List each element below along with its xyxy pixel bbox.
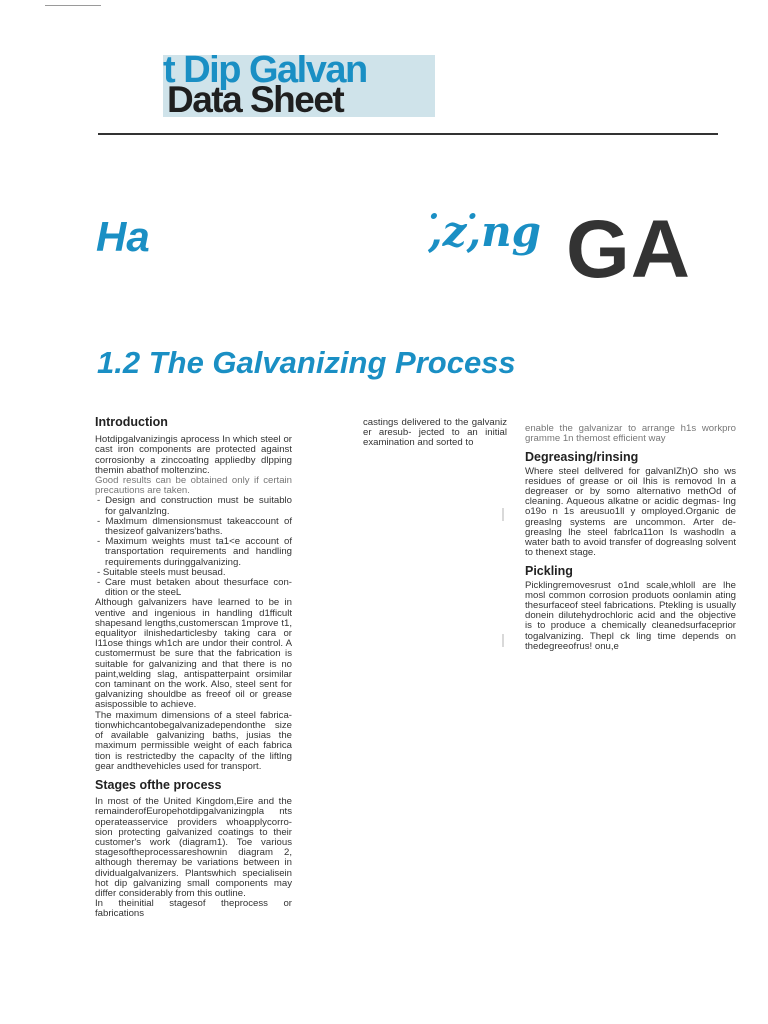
column-middle [363, 418, 507, 449]
header-rule [98, 133, 718, 135]
intro-paragraph-4: The maximum dimensions of a steel fabrica- tionwhichcantobegalvanizadependonthe size of available galvanizing baths, jusias the maximum permissible weight of each fabrica tion is restrictedby the capacIty of the liftlng gear andthevehicles used for transport. [95, 709, 292, 772]
degreasing-heading: Degreasing/rinsing [525, 450, 639, 465]
stages-paragraph-1: In most of the United Kingdom,Eire and the remainderofEuropehotdipgalvanizingpla nts operateasservice providers whoapplycorro- sion protecting galvanized coatings to their customer's work (diagram1). Toe various stagesoftheprocessareshownin diagram 2, although theremay be variations between in dividualgalvanizers. Plantswhich specialisein hot dip galvanizing small components may differ considerably from this outline. [95, 796, 292, 899]
margin-marker [502, 508, 504, 521]
introduction-heading: Introduction [95, 415, 168, 429]
banner-text-mid: ,̇z,̇ng [428, 207, 541, 256]
banner-text-right: GA [566, 204, 691, 295]
list-item: - Maximum weights must ta1<e account of transportation requirements and handling requirements duringgalvanizing. [97, 536, 292, 568]
list-item: - Maxlmum dlmensionsmust takeaccount of thesizeof galvanizers'baths. [97, 515, 292, 538]
intro-paragraph-2: Good results can be obtained only if certain precautions are taken. [95, 475, 292, 497]
stages-paragraph-2: In theinitial stagesof theprocess or fabrications [95, 898, 292, 920]
list-item: - Suitable steels must beusad. [97, 566, 226, 578]
logo-line2: Data Sheet [167, 79, 344, 117]
margin-marker [502, 634, 504, 647]
top-divider-short [45, 5, 101, 6]
banner-text-left: Ha [96, 213, 150, 260]
column-left [95, 417, 292, 920]
stages-heading: Stages ofthe process [95, 777, 222, 792]
intro-paragraph-1: Hotdipgalvanizingis aprocess In which steel or cast iron components are protected against corrosionby a zinccoatlng appliedby dlpping themin abathof moltenzinc. [95, 434, 292, 476]
pickling-paragraph: Picklingremovesrust o1nd scale,whloll are lhe mosl common corrosion produots oonlamin ating thesurfaceof steel fabrications. Ptekling is usually donein dilutehydrochloric acid and the objective is to produce a chemically cleanedsurfaceprior togalvanizing. Thepl ck ling time depends on thedegreeofrus! onu,e [525, 579, 736, 652]
section-title: 1.2 The Galvanizing Process [97, 345, 516, 380]
column-right [525, 424, 736, 652]
data-sheet-logo [163, 55, 435, 117]
list-item: - Care must betaken about thesurface con- dition or the steeL [97, 577, 292, 599]
col3-paragraph-1: enable the galvanizar to arrange h1s workpro gramme 1n themost efficient way [525, 423, 736, 445]
list-item: - Design and construction must be suitablo for galvanlzlng. [97, 495, 292, 517]
precautions-list [95, 496, 292, 598]
intro-paragraph-3: Although galvanizers have learned to be in ventive and ingenious in handling d1fficult shapesand lengths,customerscan 1mprove t1, equalityor ilnishedarticlesby taking cara or I11ose things wh1ch are undor their control. A customermust be sure that the fabrication is suitable for galvanizing and that there is no paint,welding slag, antispatterpaint orsimilar con taminant on the work. Also, steel sent for galvanizing shouldbe as freeof oil or grease asispossible to achieve. [95, 597, 292, 711]
col2-paragraph: castings delivered to the galvaniz er aresub- jected to an initial examination and sorted to [363, 417, 507, 449]
degreasing-paragraph: Where steel dellvered for galvanIZh)O sho ws residues of grease or oil Ihis is removod In a degreaser or by somo alternativo methOd of cleaning. Aqueous alkatne or acidic degmas- lng o19o n 1s areusuo1ll y omployed.Organic de greaslng systems are uncommon. Arter de- greaslng lhe steel fabrlca11on Is washodln a water bath to avoid transfer of dogreaslng solvent to thenext stage. [525, 465, 736, 559]
logo-line1: t Dip Galvan [163, 55, 367, 91]
pickling-heading: Pickling [525, 564, 573, 579]
